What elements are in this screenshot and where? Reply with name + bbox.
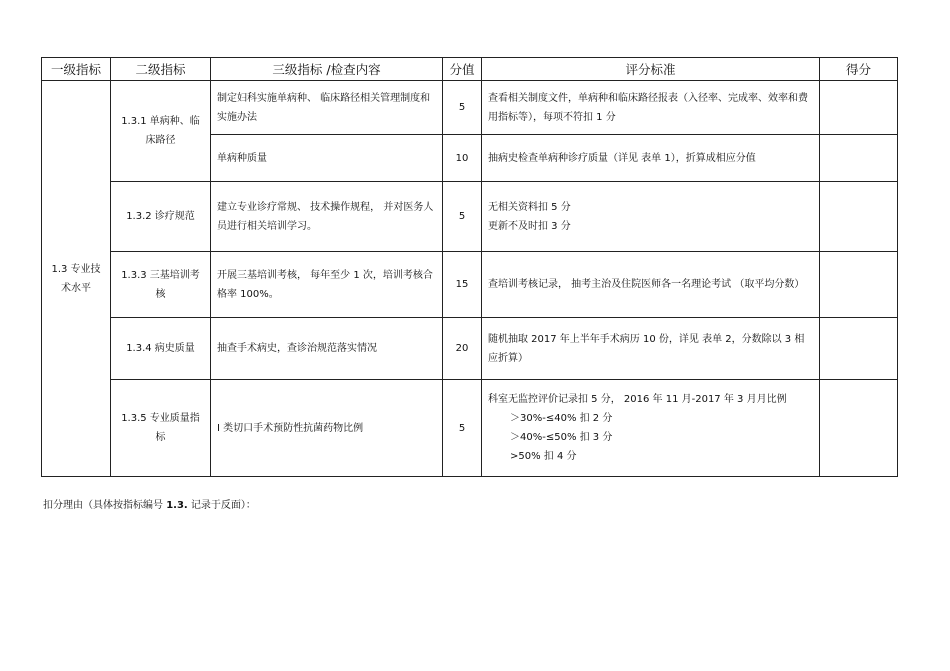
content-cell: 制定妇科实施单病种、 临床路径相关管理制度和实施办法 [211, 81, 443, 135]
level2-cell: 1.3.4 病史质量 [111, 318, 211, 380]
criteria-line: 无相关资料扣 5 分 [488, 201, 571, 213]
level2-cell: 1.3.5 专业质量指标 [111, 380, 211, 477]
header-criteria: 评分标准 [482, 58, 820, 81]
criteria-cell: 查培训考核记录， 抽考主治及住院医师各一名理论考试 （取平均分数） [482, 252, 820, 318]
level2-cell: 1.3.1 单病种、临床路径 [111, 81, 211, 182]
criteria-cell: 查看相关制度文件，单病种和临床路径报表（入径率、完成率、效率和费用指标等），每项不符扣 1 分 [482, 81, 820, 135]
header-result: 得分 [820, 58, 898, 81]
table-row [42, 81, 898, 135]
content-cell: 抽查手术病史，查诊治规范落实情况 [211, 318, 443, 380]
result-cell[interactable] [820, 380, 898, 477]
score-cell: 20 [443, 318, 482, 380]
criteria-line: 更新不及时扣 3 分 [488, 220, 571, 232]
score-cell: 5 [443, 380, 482, 477]
criteria-cell [482, 182, 820, 252]
table-row [42, 182, 898, 252]
header-row [42, 58, 898, 81]
header-level1: 一级指标 [42, 58, 111, 81]
result-cell[interactable] [820, 252, 898, 318]
table-row [42, 318, 898, 380]
score-cell: 5 [443, 182, 482, 252]
criteria-line: ＞40%-≤50% 扣 3 分 [510, 432, 613, 443]
result-cell[interactable] [820, 81, 898, 135]
criteria-cell [482, 380, 820, 477]
content-cell: 开展三基培训考核， 每年至少 1 次，培训考核合格率 100%。 [211, 252, 443, 318]
header-score: 分值 [443, 58, 482, 81]
note-suffix: 记录于反面）： [190, 500, 256, 511]
deduction-note [43, 496, 256, 511]
result-cell[interactable] [820, 318, 898, 380]
note-prefix: 扣分理由（具体按指标编号 [43, 500, 163, 511]
criteria-cell: 随机抽取 2017 年上半年手术病历 10 份，详见 表单 2，分数除以 3 相应折算） [482, 318, 820, 380]
score-cell: 5 [443, 81, 482, 135]
level2-cell: 1.3.2 诊疗规范 [111, 182, 211, 252]
evaluation-table [41, 57, 898, 477]
header-level2: 二级指标 [111, 58, 211, 81]
criteria-line: >50% 扣 4 分 [510, 451, 577, 462]
criteria-line: 科室无监控评价记录扣 5 分， 2016 年 11 月-2017 年 3 月月比例 [488, 394, 787, 405]
table-row [42, 252, 898, 318]
result-cell[interactable] [820, 135, 898, 182]
content-cell: I 类切口手术预防性抗菌药物比例 [211, 380, 443, 477]
score-cell: 15 [443, 252, 482, 318]
note-code: 1.3. [166, 500, 188, 511]
level1-cell: 1.3 专业技术水平 [42, 81, 111, 477]
content-cell: 建立专业诊疗常规、 技术操作规程， 并对医务人员进行相关培训学习。 [211, 182, 443, 252]
table-row [42, 380, 898, 477]
result-cell[interactable] [820, 182, 898, 252]
criteria-line: ＞30%-≤40% 扣 2 分 [510, 413, 613, 424]
score-cell: 10 [443, 135, 482, 182]
level2-cell: 1.3.3 三基培训考核 [111, 252, 211, 318]
content-cell: 单病种质量 [211, 135, 443, 182]
criteria-cell: 抽病史检查单病种诊疗质量（详见 表单 1），折算成相应分值 [482, 135, 820, 182]
header-level3: 三级指标 /检查内容 [211, 58, 443, 81]
